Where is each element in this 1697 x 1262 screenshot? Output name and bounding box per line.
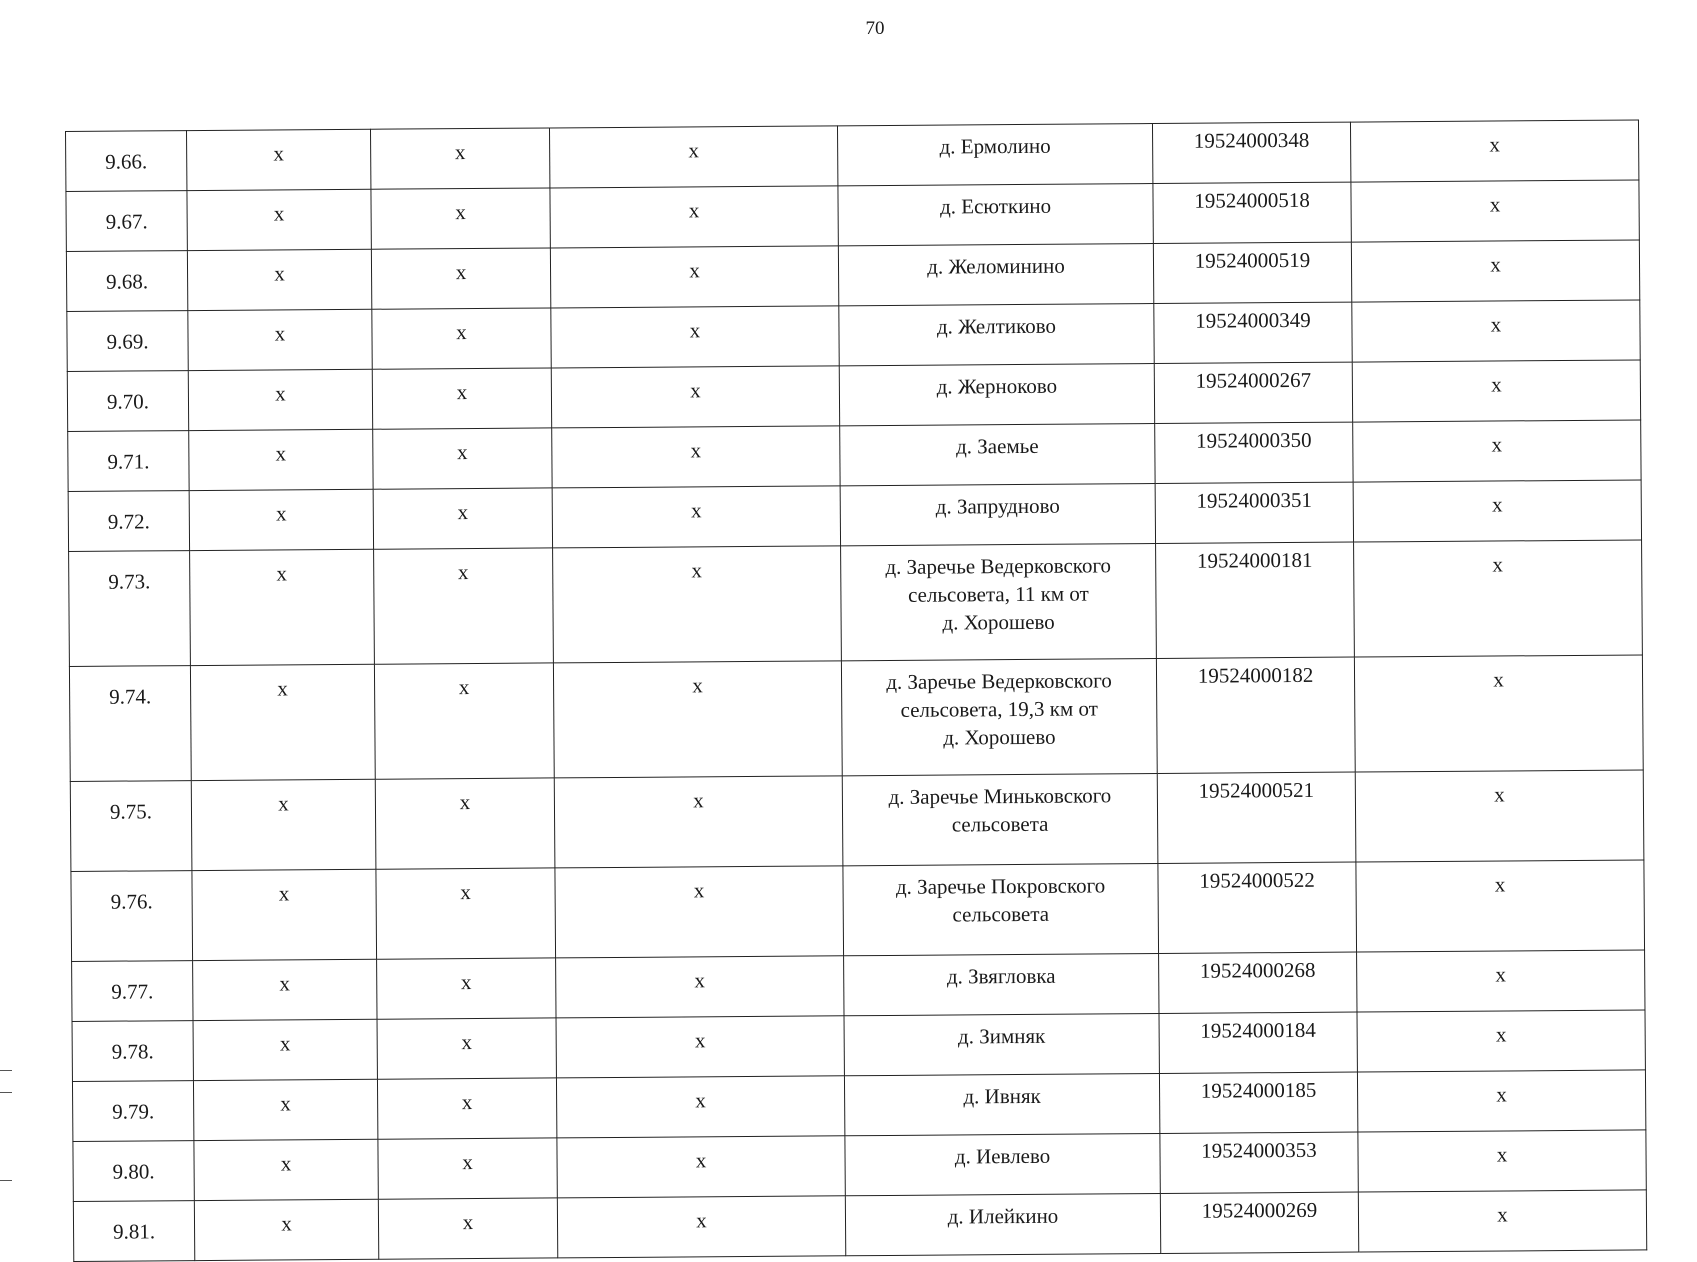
scan-edge-mark [0, 1092, 12, 1093]
oktmo-code-cell: 19524000353 [1160, 1132, 1358, 1193]
oktmo-code-cell: 19524000181 [1156, 542, 1355, 658]
placeholder-cell: x [550, 246, 838, 308]
oktmo-code-cell: 19524000519 [1153, 242, 1351, 303]
placeholder-cell: x [190, 664, 375, 780]
oktmo-code-cell: 19524000184 [1159, 1012, 1357, 1073]
registry-table-wrapper [65, 119, 1647, 1262]
placeholder-cell: x [371, 248, 550, 309]
placeholder-cell: x [193, 959, 377, 1020]
placeholder-cell: x [187, 189, 371, 250]
row-number-cell: 9.78. [72, 1021, 193, 1082]
row-number-cell: 9.66. [66, 131, 187, 192]
placeholder-cell: x [371, 188, 550, 249]
placeholder-cell: x [1357, 950, 1645, 1012]
oktmo-code-cell: 19524000182 [1156, 657, 1355, 773]
placeholder-cell: x [370, 128, 549, 189]
row-number-cell: 9.70. [67, 371, 188, 432]
placeholder-cell: x [377, 958, 556, 1019]
settlement-name-cell: д. Заречье Покровского сельсовета [843, 864, 1159, 956]
row-number-cell: 9.81. [73, 1201, 194, 1262]
placeholder-cell: x [549, 126, 837, 188]
placeholder-cell: x [193, 1079, 377, 1140]
row-number-cell: 9.71. [68, 431, 189, 492]
placeholder-cell: x [1355, 770, 1644, 862]
row-number-cell: 9.77. [72, 961, 193, 1022]
placeholder-cell: x [1354, 655, 1643, 772]
placeholder-cell: x [1354, 540, 1643, 657]
table-row [69, 540, 1643, 667]
row-number-cell: 9.73. [69, 551, 191, 667]
placeholder-cell: x [187, 249, 371, 310]
settlement-name-cell: д. Ермолино [837, 124, 1152, 186]
settlement-name-cell: д. Звягловка [844, 954, 1159, 1016]
settlement-name-cell: д. Жерноково [839, 364, 1154, 426]
placeholder-cell: x [554, 776, 843, 868]
placeholder-cell: x [373, 428, 552, 489]
placeholder-cell: x [1352, 300, 1640, 362]
placeholder-cell: x [550, 186, 838, 248]
settlement-name-cell: д. Запрудново [840, 484, 1155, 546]
placeholder-cell: x [1358, 1130, 1646, 1192]
row-number-cell: 9.76. [71, 871, 193, 962]
placeholder-cell: x [553, 546, 842, 663]
placeholder-cell: x [1353, 480, 1641, 542]
registry-table-body [66, 120, 1647, 1262]
placeholder-cell: x [189, 429, 373, 490]
settlement-name-cell: д. Зимняк [844, 1014, 1159, 1076]
placeholder-cell: x [377, 1078, 556, 1139]
placeholder-cell: x [552, 426, 840, 488]
scan-edge-mark [0, 1180, 12, 1181]
oktmo-code-cell: 19524000185 [1159, 1072, 1357, 1133]
oktmo-code-cell: 19524000349 [1154, 302, 1352, 363]
table-row [70, 770, 1644, 872]
placeholder-cell: x [1356, 860, 1645, 952]
placeholder-cell: x [556, 1016, 844, 1078]
placeholder-cell: x [375, 778, 555, 869]
placeholder-cell: x [551, 366, 839, 428]
placeholder-cell: x [187, 129, 371, 190]
placeholder-cell: x [1350, 120, 1638, 182]
placeholder-cell: x [557, 1196, 845, 1258]
placeholder-cell: x [1357, 1010, 1645, 1072]
oktmo-code-cell: 19524000522 [1158, 862, 1357, 953]
placeholder-cell: x [192, 869, 377, 960]
row-number-cell: 9.68. [66, 251, 187, 312]
placeholder-cell: x [372, 308, 551, 369]
placeholder-cell: x [1357, 1070, 1645, 1132]
oktmo-code-cell: 19524000521 [1157, 772, 1356, 863]
oktmo-code-cell: 19524000351 [1155, 482, 1353, 543]
row-number-cell: 9.74. [69, 666, 191, 782]
settlement-name-cell: д. Желтиково [839, 304, 1154, 366]
page-number: 70 [865, 18, 885, 39]
placeholder-cell: x [194, 1199, 378, 1260]
row-number-cell: 9.69. [67, 311, 188, 372]
oktmo-code-cell: 19524000518 [1153, 182, 1351, 243]
placeholder-cell: x [557, 1136, 845, 1198]
placeholder-cell: x [1352, 360, 1640, 422]
settlement-name-cell: д. Заречье Ведерковского сельсовета, 19,3 км от д. Хорошево [841, 659, 1157, 776]
table-row [71, 860, 1645, 962]
placeholder-cell: x [374, 548, 554, 664]
placeholder-cell: x [378, 1138, 557, 1199]
placeholder-cell: x [374, 663, 554, 779]
row-number-cell: 9.80. [73, 1141, 194, 1202]
placeholder-cell: x [373, 488, 552, 549]
settlement-name-cell: д. Заемье [840, 424, 1155, 486]
placeholder-cell: x [190, 549, 375, 665]
placeholder-cell: x [1351, 180, 1639, 242]
placeholder-cell: x [555, 866, 844, 958]
placeholder-cell: x [193, 1019, 377, 1080]
settlement-name-cell: д. Ивняк [844, 1074, 1159, 1136]
table-row [69, 655, 1643, 782]
oktmo-code-cell: 19524000348 [1152, 122, 1350, 183]
placeholder-cell: x [188, 369, 372, 430]
oktmo-code-cell: 19524000269 [1160, 1192, 1358, 1253]
oktmo-code-cell: 19524000350 [1155, 422, 1353, 483]
placeholder-cell: x [1351, 240, 1639, 302]
placeholder-cell: x [551, 306, 839, 368]
row-number-cell: 9.72. [68, 491, 189, 552]
placeholder-cell: x [372, 368, 551, 429]
placeholder-cell: x [552, 486, 840, 548]
settlement-name-cell: д. Илейкино [845, 1193, 1160, 1255]
placeholder-cell: x [378, 1198, 557, 1259]
settlement-name-cell: д. Заречье Миньковского сельсовета [842, 774, 1158, 866]
placeholder-cell: x [556, 956, 844, 1018]
settlement-name-cell: д. Иевлево [845, 1134, 1160, 1196]
row-number-cell: 9.67. [66, 191, 187, 252]
placeholder-cell: x [191, 779, 376, 870]
oktmo-code-cell: 19524000268 [1159, 952, 1357, 1013]
placeholder-cell: x [194, 1139, 378, 1200]
placeholder-cell: x [377, 1018, 556, 1079]
settlement-name-cell: д. Есюткино [838, 184, 1153, 246]
placeholder-cell: x [1353, 420, 1641, 482]
settlement-name-cell: д. Желоминино [838, 244, 1153, 306]
placeholder-cell: x [376, 868, 556, 959]
row-number-cell: 9.75. [70, 781, 192, 872]
row-number-cell: 9.79. [72, 1081, 193, 1142]
oktmo-code-cell: 19524000267 [1154, 362, 1352, 423]
settlement-name-cell: д. Заречье Ведерковского сельсовета, 11 км от д. Хорошево [841, 544, 1157, 661]
placeholder-cell: x [556, 1076, 844, 1138]
settlement-registry-table [65, 119, 1647, 1262]
placeholder-cell: x [189, 489, 373, 550]
scan-edge-mark [0, 1070, 12, 1071]
table-row [73, 1190, 1646, 1262]
placeholder-cell: x [188, 309, 372, 370]
placeholder-cell: x [553, 661, 842, 778]
placeholder-cell: x [1358, 1190, 1646, 1252]
